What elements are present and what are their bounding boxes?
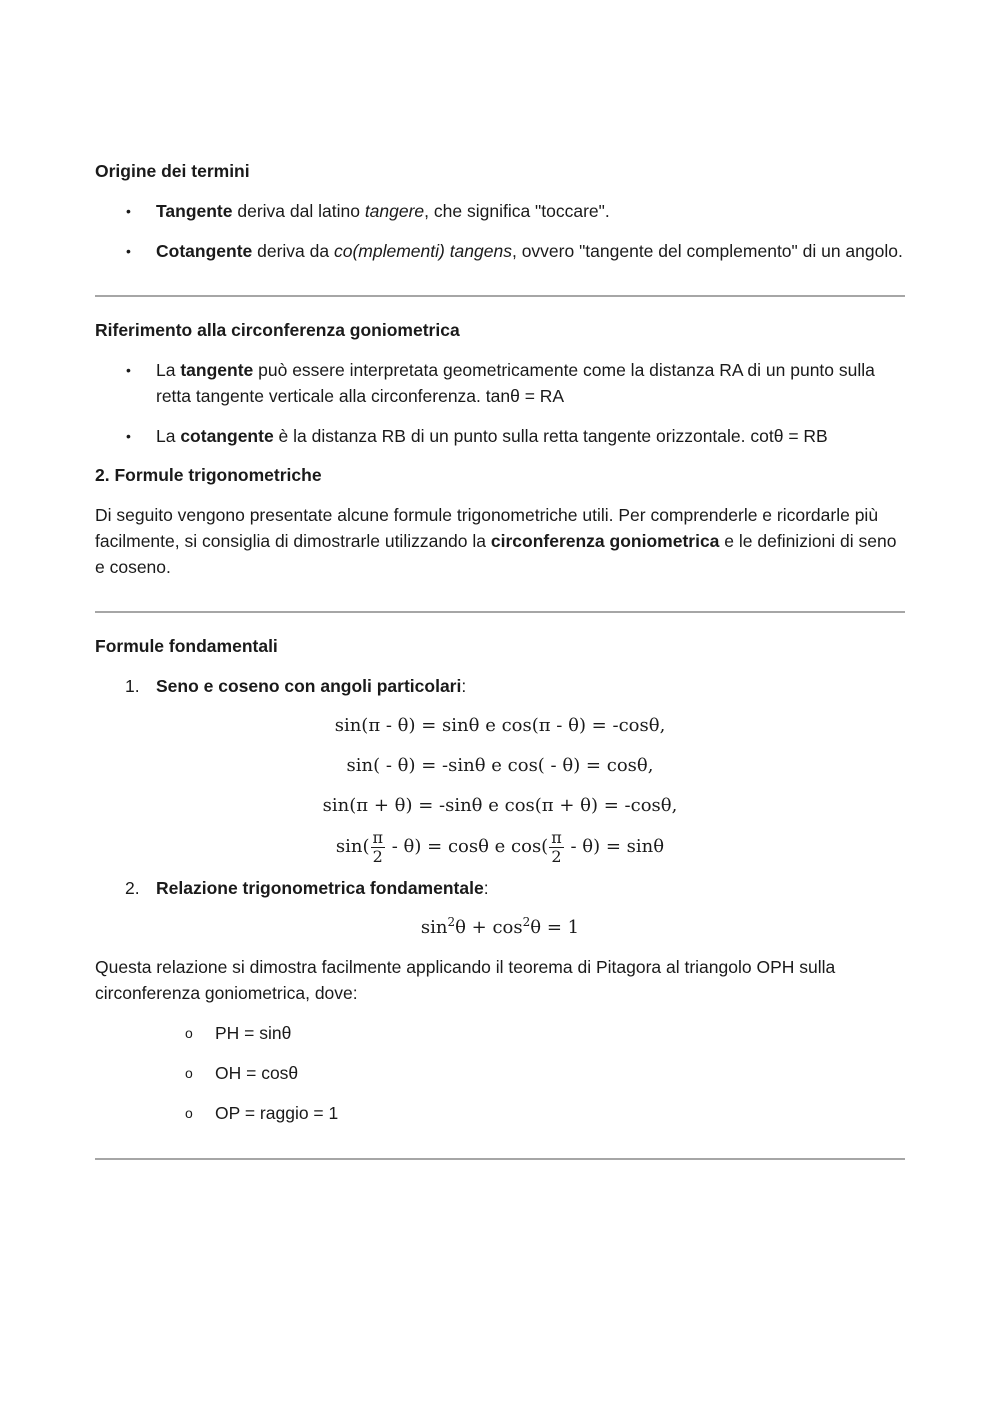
formule-list — [95, 875, 905, 901]
formula-line: sin(π + θ) = -sinθ e cos(π + θ) = -cosθ, — [322, 795, 678, 816]
term-cotangente: cotangente — [180, 426, 274, 446]
fraction-denominator: 2 — [372, 846, 383, 866]
text: θ = 1 — [530, 917, 580, 938]
formula-line: sin( - θ) = -sinθ e cos( - θ) = cosθ, — [346, 755, 654, 776]
term-cotangente: Cotangente — [156, 241, 253, 261]
formula-line: sin(π - θ) = sinθ e cos(π - θ) = -cosθ, — [334, 715, 666, 736]
fraction-numerator: π — [551, 827, 562, 847]
fraction — [371, 829, 386, 866]
text: deriva da — [252, 241, 334, 261]
item-label: Seno e coseno con angoli particolari — [156, 676, 462, 696]
list-item — [95, 238, 905, 264]
bold-term: circonferenza goniometrica — [490, 531, 720, 551]
latin-term: tangere — [364, 201, 425, 221]
text: La — [156, 360, 181, 380]
text: - θ) = sinθ — [564, 836, 665, 857]
text: PH = sinθ — [215, 1023, 292, 1043]
bullet-icon: • — [126, 203, 131, 219]
list-item — [95, 673, 905, 699]
fraction-numerator: π — [372, 827, 384, 847]
origine-list — [95, 198, 905, 264]
exponent: 2 — [522, 915, 531, 929]
text: può essere interpretata geometricamente come la distanza RA di un punto sulla retta tangente verticale alla circonferenza. tanθ = RA — [156, 360, 875, 406]
horizontal-rule — [95, 1158, 905, 1160]
circle-bullet-icon: o — [185, 1025, 193, 1041]
bullet-icon: • — [126, 362, 131, 378]
text: deriva dal latino — [232, 201, 365, 221]
list-item — [95, 198, 905, 224]
heading-formule: 2. Formule trigonometriche — [95, 465, 322, 485]
heading-fondamentali: Formule fondamentali — [95, 636, 278, 656]
latin-term: co(mplementi) tangens — [333, 241, 512, 261]
list-number: 2. — [125, 878, 140, 898]
list-item — [95, 357, 905, 409]
formula-line — [95, 827, 905, 867]
text: sin — [420, 917, 448, 938]
riferimento-list — [95, 357, 905, 449]
formula-block — [95, 713, 905, 867]
term-tangente: Tangente — [156, 201, 233, 221]
bullet-icon: • — [126, 428, 131, 444]
list-item — [95, 423, 905, 449]
heading-riferimento: Riferimento alla circonferenza goniometrica — [95, 320, 460, 340]
pythagorean-identity — [95, 915, 905, 941]
term-tangente: tangente — [180, 360, 254, 380]
text: - θ) = cosθ e cos( — [386, 836, 549, 857]
text: , che significa "toccare". — [424, 201, 610, 221]
fraction-denominator: 2 — [551, 846, 562, 866]
text: : — [483, 878, 489, 898]
list-item — [95, 1100, 905, 1126]
horizontal-rule — [95, 611, 905, 613]
circle-bullet-icon: o — [185, 1065, 193, 1081]
text: La — [156, 426, 181, 446]
definitions-list — [95, 1020, 905, 1126]
text: è la distanza RB di un punto sulla retta tangente orizzontale. cotθ = RB — [273, 426, 828, 446]
text: Di seguito vengono presentate alcune formule trigonometriche utili. Per comprenderle e ricordarle più facilmente, si consiglia di dimostrarle utilizzando la — [95, 505, 879, 551]
list-item — [95, 1060, 905, 1086]
exponent: 2 — [447, 915, 456, 929]
formule-list — [95, 673, 905, 699]
intro-paragraph — [95, 502, 905, 580]
text: , ovvero "tangente del complemento" di un angolo. — [511, 241, 903, 261]
item-label: Relazione trigonometrica fondamentale — [156, 878, 484, 898]
text: OH = cosθ — [215, 1063, 299, 1083]
pitagora-paragraph: Questa relazione si dimostra facilmente applicando il teorema di Pitagora al triangolo OPH sulla circonferenza goniometrica, dove: — [95, 957, 836, 1003]
bullet-icon: • — [126, 243, 131, 259]
text: θ + cos — [455, 917, 523, 938]
document-page — [95, 158, 905, 1160]
fraction — [549, 829, 564, 866]
list-number: 1. — [125, 676, 140, 696]
heading-origine: Origine dei termini — [95, 161, 250, 181]
text: : — [461, 676, 467, 696]
list-item — [95, 875, 905, 901]
circle-bullet-icon: o — [185, 1105, 193, 1121]
text: e le definizioni di seno e coseno. — [95, 531, 897, 577]
list-item — [95, 1020, 905, 1046]
horizontal-rule — [95, 295, 905, 297]
text: OP = raggio = 1 — [215, 1103, 339, 1123]
text: sin( — [335, 836, 370, 857]
